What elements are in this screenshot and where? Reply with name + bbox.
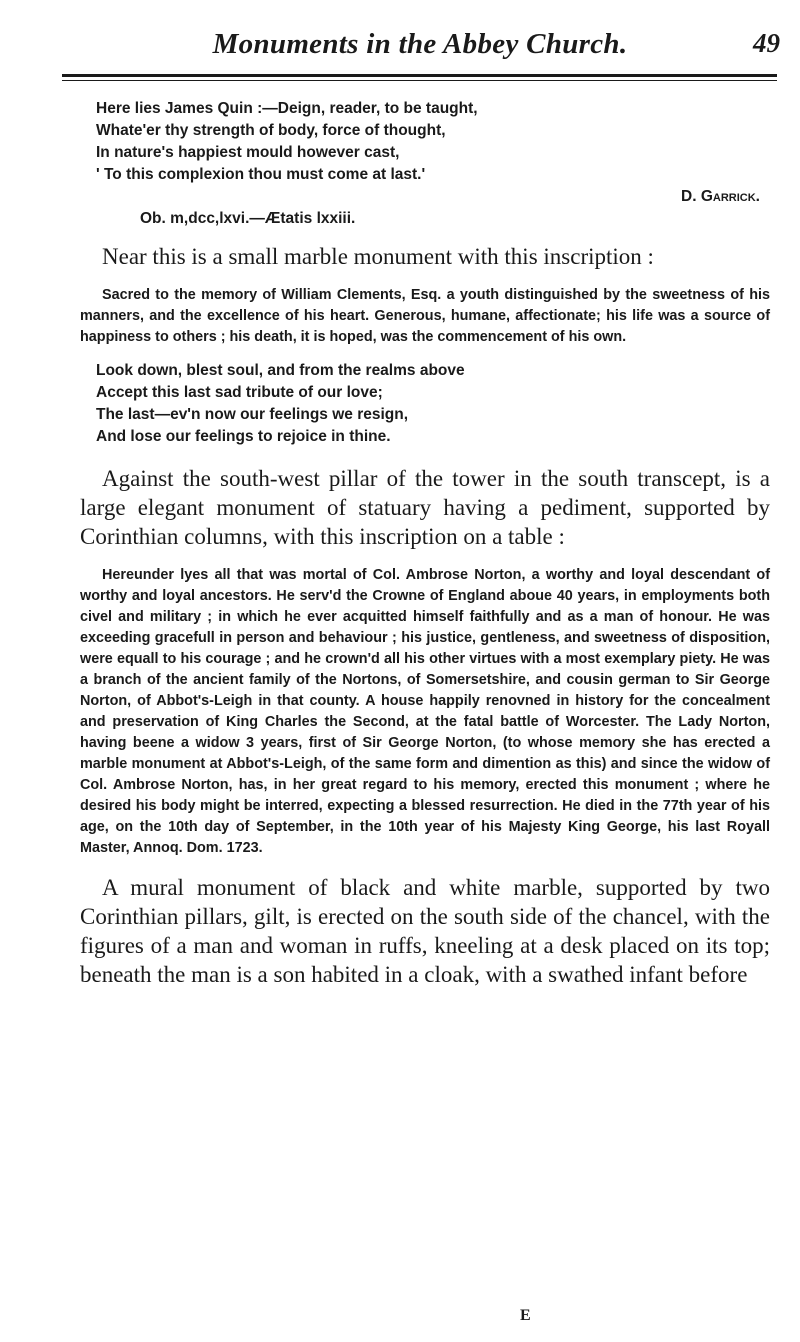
epitaph-line: Here lies James Quin :—Deign, reader, to be taught, (96, 100, 478, 117)
verse-line: Look down, blest soul, and from the realms above (96, 362, 465, 379)
page-content (80, 92, 770, 989)
epitaph-line: In nature's happiest mould however cast, (96, 144, 400, 161)
verse-line: The last—ev'n now our feelings we resign, (96, 406, 409, 423)
verse-line: And lose our feelings to rejoice in thine. (96, 428, 391, 445)
norton-inscription: Hereunder lyes all that was mortal of Col. Ambrose Norton, a worthy and loyal descendant of worthy and loyal ancestors. He serv'd the Crowne of England aboue 40 years, in employments both civel and military ; in which he ever acquitted himself faithfully and as a man of honour. He was exceeding gracefull in person and behaviour ; his justice, gentleness, and sweetness of disposition, were equall to his courage ; and he crown'd all his other virtues with a most exemplary piety. He was a branch of the ancient family of the Nortons, of Somersetshire, and cousin german to Sir George Norton, of Abbot's-Leigh in that county. A house happily renovned in history for the concealment and preservation of King Charles the Second, at the fatal battle of Worcester. The Lady Norton, having beene a widow 3 years, first of Sir George Norton, (to whose memory she has erected a marble monument at Abbot's-Leigh, of the same form and dimention as this) and since the widow of Col. Ambrose Norton, has, in her great regard to his memory, erected this monument ; where he desired his body might be interred, expecting a blessed resurrection. He died in the 77th year of his age, on the 10th day of September, in the 10th year of his Majesty King George, his last Royall Master, Annoq. Dom. 1723. (80, 567, 770, 856)
clements-inscription: Sacred to the memory of William Clements, Esq. a youth distinguished by the sweetness of his manners, and the excellence of his heart. Generous, humane, affectionate; his life was a source of happiness to others ; his death, it is hoped, was the commencement of his own. (80, 287, 770, 345)
epitaph-signature: D. Garrick. (681, 188, 760, 205)
epitaph-line: Whate'er thy strength of body, force of thought, (96, 122, 446, 139)
header-rule-thin (62, 80, 777, 81)
paragraph-mural: A mural monument of black and white marble, supported by two Corinthian pillars, gilt, is erected on the south side of the chancel, with the figures of a man and woman in ruffs, kneeling at a desk placed on its top; beneath the man is a son habited in a cloak, with a swathed infant before (80, 875, 770, 987)
quin-epitaph (80, 98, 770, 230)
clements-verse (80, 360, 770, 448)
running-title: Monuments in the Abbey Church. (212, 28, 628, 60)
paragraph-near: Near this is a small marble monument with this inscription : (102, 244, 654, 269)
page-header (60, 28, 780, 68)
paragraph-against: Against the south-west pillar of the tower in the south transcept, is a large elegant monument of statuary having a pediment, supported by Corinthian columns, with this inscription on a table : (80, 466, 770, 549)
catchword: E (520, 1307, 531, 1324)
epitaph-obit: Ob. m,dcc,lxvi.—Ætatis lxxiii. (140, 210, 356, 227)
header-rule-thick (62, 74, 777, 77)
verse-line: Accept this last sad tribute of our love; (96, 384, 383, 401)
page-number: 49 (753, 28, 780, 58)
epitaph-line: ' To this complexion thou must come at last.' (96, 166, 426, 183)
